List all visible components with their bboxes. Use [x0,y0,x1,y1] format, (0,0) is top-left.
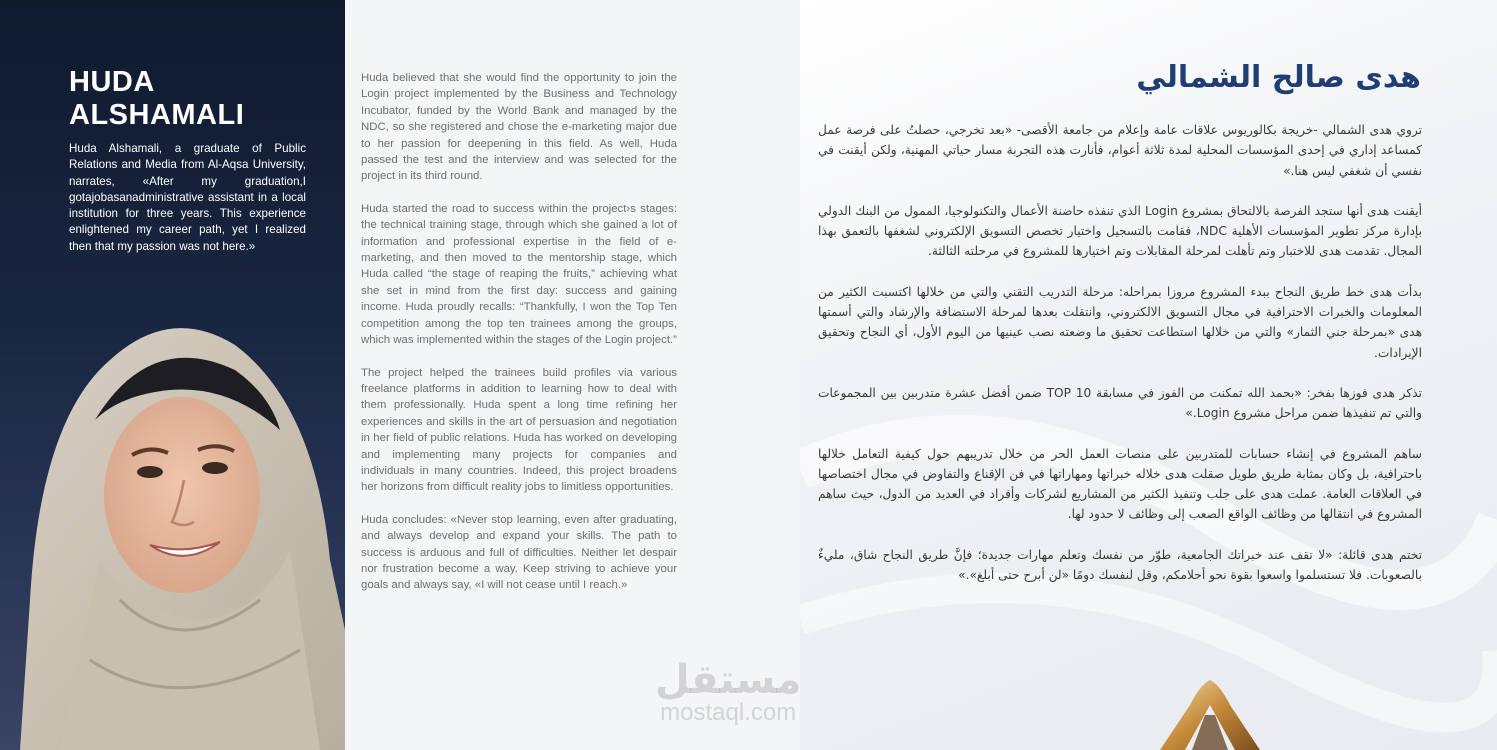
arabic-paragraph: تذكر هدى فوزها بفخر: «بحمد الله تمكنت من الفوز في مسابقة TOP 10 ضمن أفضل عشرة متدربين بين المجموعات والتي تم تنفيذها ضمن مراحل مشروع Login.» [818,385,1422,421]
english-story [361,70,677,610]
english-paragraph: Huda believed that she would find the opportunity to join the Login project implemented by the Business and Technology Incubator, funded by the World Bank and managed by the NDC, so she registered and chose the e-marketing major due to her passion for deepening in this field. As well, Huda passed the test and the interview and was selected for the project in its third round. [361,72,677,183]
profile-name-first: HUDA [69,66,155,98]
profile-name-last: ALSHAMALI [69,99,245,131]
arabic-story [818,120,1422,605]
arabic-paragraph: ساهم المشروع في إنشاء حسابات للمتدربين على منصات العمل الحر من خلال تدريبهم حول كيفية التعامل خلالها باحترافية، بل وكان بمثابة طريق طويل صقلت هدى خلاله خبراتها ومهاراتها في فن الإقناع والتفاوض في مجال اختصاصها في العلاقات العامة. عملت هدى على جلب وتنفيذ الكثير من المشاريع لشركات وأفراد في العديد من الدول، حيث ساهم المشروع في انتقالها من وظائف الواقع الصعب إلى وظائف لا حدود لها. [818,446,1422,522]
arabic-paragraph: تروي هدى الشمالي -خريجة بكالوريوس علاقات عامة وإعلام من جامعة الأقصى- «بعد تخرجي، حصلتُ على فرصة عمل كمساعد إداري في إحدى المؤسسات المحلية لمدة ثلاثة أعوام، فأنارت هذه التجربة مسار حياتي المهنية، ولكن أيقنت في نفسي أن شغفي ليس هنا.» [818,123,1422,178]
english-paragraph: The project helped the trainees build profiles via various freelance platforms in addition to learning how to deal with them professionally. Huda spent a long time refining her experiences and skills in the art of persuasion and negotiation in her field of public relations. Huda has worked on developing and implementing many projects for companies and individuals in many countries. Indeed, this project broadens her horizons from difficult reality jobs to limitless opportunities. [361,366,677,494]
arabic-title: هدى صالح الشمالي [1136,60,1421,95]
english-paragraph: Huda started the road to success within the project›s stages: the technical training stage, through which she gained a lot of information and professional expertise in the field of e-marketing, and then moved to the mentorship stage, which Huda called “the stage of reaping the fruits,” achieving what she set in mind from the first day: success and gaining income. Huda proudly recalls: “Thankfully, I won the Top Ten competition among the top ten trainees among the groups, which was implemented within the stages of the Login project.” [361,202,677,347]
watermark [655,657,802,726]
arabic-paragraph: أيقنت هدى أنها ستجد الفرصة بالالتحاق بمشروع Login الذي تنفذه حاضنة الأعمال والتكنولوجيا، الممول من البنك الدولي بإدارة مركز تطوير المؤسسات الأهلية NDC، فقامت بالتسجيل واختيار تخصص التسويق الإلكتروني لشغفها بالتعمق بهذا المجال. تقدمت هدى للاختبار وتم تأهلت لمرحلة المقابلات وتم اختيارها للمشروع في مرحلته الثالثة. [818,203,1422,259]
gold-logo-icon [1150,660,1270,750]
watermark-latin: mostaql.com [660,699,797,726]
arabic-paragraph: تختم هدى قائلة: «لا تقف عند خبراتك الجامعية، طوّر من نفسك وتعلم مهارات جديدة؛ فإنَّ طريق النجاح شاق، مليءٌ بالصعوبات. فلا تستسلموا واسعوا بقوة نحو أحلامكم، وقل لنفسك دومًا «لن أبرح حتى أبلغ».» [818,547,1422,583]
profile-name [69,66,329,132]
portrait-photo [0,300,345,750]
left-eye [137,466,163,478]
watermark-arabic: مستقل [655,657,802,703]
english-paragraph: Huda concludes: «Never stop learning, even after graduating, and always develop and expand your skills. The path to success is arduous and full of difficulties. Neither let despair nor frustration become a way. Keep striving to achieve your goals and always say, «I will not cease until I reach.» [361,513,677,592]
arabic-paragraph: بدأت هدى خط طريق النجاح ببدء المشروع مروزا بمراحله: مرحلة التدريب التقني والتي من خلالها اكتسبت الكثير من المعلومات والخبرات الاحترافية في مجال التسويق الالكتروني، وانتقلت بعدها لمرحلة الاستضافة والإرشاد والتي أسمتها هدى «بمرحلة جني الثمار» والتي من خلالها استطاعت تحقيق ما وضعته نصب عينيها من اليوم الأول، أي النجاح وتحقيق الإيرادات. [818,284,1422,360]
right-eye [202,462,228,474]
profile-intro: Huda Alshamali, a graduate of Public Relations and Media from Al-Aqsa University, narrates, «After my graduation,I gotajobasanadministrative assistant in a local institution for three years. This experience enlightened my career path, yet I realized then that my passion was not here.» [69,142,306,253]
profile-panel [0,0,345,750]
